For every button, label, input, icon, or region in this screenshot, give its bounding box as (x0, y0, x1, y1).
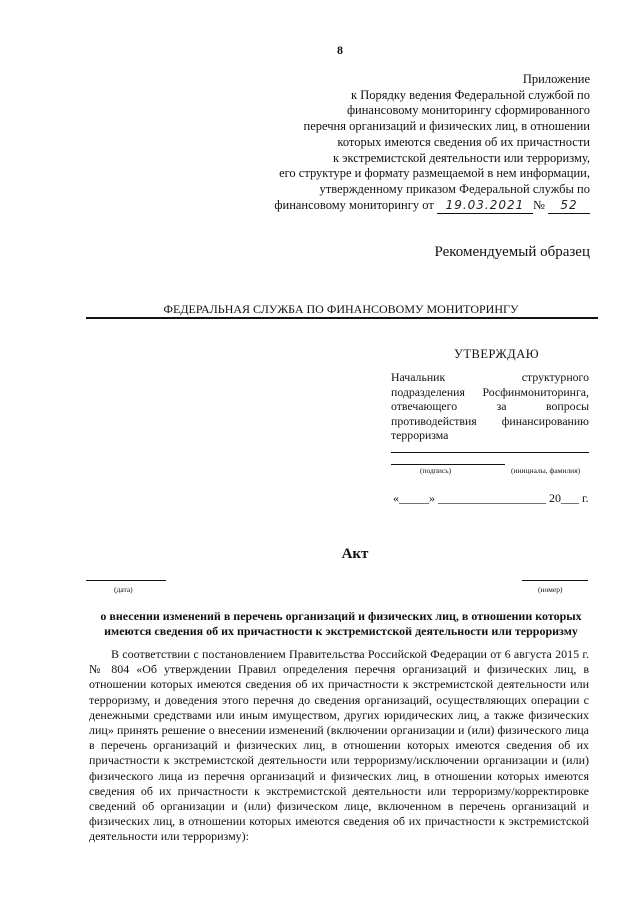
order-number-label: № (532, 197, 545, 212)
appendix-line: Приложение (522, 72, 590, 86)
approval-position-line: терроризма (391, 428, 449, 443)
order-prefix: финансовому мониторингу от (274, 197, 434, 212)
agency-name: ФЕДЕРАЛЬНАЯ СЛУЖБА ПО ФИНАНСОВОМУ МОНИТОРИНГУ (163, 302, 519, 316)
recommended-sample-label: Рекомендуемый образец (434, 244, 590, 260)
order-number-handwritten: 52 (560, 197, 578, 212)
act-subject: о внесении изменений в перечень организаций и физических лиц, в отношении которых имеются сведения об их причастности к экстремистской деятельности или терроризму (100, 609, 582, 638)
order-date-handwritten: 19.03.2021 (445, 197, 525, 212)
act-title: Акт (341, 546, 369, 562)
appendix-line: к Порядку ведения Федеральной службой по (351, 87, 590, 102)
act-number-line (522, 580, 588, 581)
agency-divider (86, 317, 598, 319)
initials-caption: (инициалы, фамилия) (511, 466, 581, 475)
act-number-caption: (номер) (538, 585, 563, 594)
approver-name-line (391, 452, 589, 453)
appendix-line: его структуре и формату размещаемой в нем информации, (279, 166, 590, 181)
order-reference (210, 198, 590, 215)
approval-position-line: подразделения Росфинмониторинга, (391, 384, 589, 399)
approval-date-line: «_____» __________________ 20___ г. (393, 491, 589, 505)
act-date-line (86, 580, 166, 581)
act-date-caption: (дата) (114, 585, 133, 594)
order-number-field (548, 198, 590, 215)
appendix-line: которых имеются сведения об их причастности (337, 134, 590, 149)
approval-position-line: отвечающего за вопросы (391, 399, 589, 414)
approval-position-line: Начальник структурного (391, 370, 589, 384)
signature-caption: (подпись) (420, 466, 452, 475)
approval-position (391, 370, 589, 443)
approval-position-line: противодействия финансированию (391, 413, 589, 428)
appendix-line: перечня организаций и физических лиц, в отношении (303, 119, 590, 134)
signature-line (391, 464, 505, 465)
order-date-field (437, 198, 533, 215)
appendix-line: к экстремистской деятельности или терроризму, (332, 150, 590, 165)
appendix-header (210, 72, 590, 214)
appendix-line: финансовому мониторингу сформированного (346, 103, 590, 118)
appendix-line: утвержденному приказом Федеральной службы по (319, 181, 590, 196)
act-body-paragraph: В соответствии с постановлением Правительства Российской Федерации от 6 августа 2015 г. № 804 «Об утверждении Правил определения перечня организаций и физических лиц, в отношении которых имеются сведения об их причастности к экстремистской деятельности или терроризму, и доведения этого перечня до сведения организаций, осуществляющих операции с денежными средствами или иным имуществом, других юридических лиц, а также физических лиц» принять решение о внесении изменений (включении организации и (или) физического лица в перечень организаций и физических лиц, в отношении которых имеются сведения об их причастности к экстремистской деятельности или терроризму/исключении организации и (или) физического лица из перечня организаций и физических лиц, в отношении которых имеются сведения об их причастности к экстремистской деятельности или терроризму/корректировке сведений об организации и (или) физическом лице, включенном в перечень организаций и физических лиц, в отношении которых имеются сведения об их причастности к экстремистской деятельности или терроризму): (89, 647, 589, 844)
page-number: 8 (337, 43, 343, 57)
approval-heading: УТВЕРЖДАЮ (454, 347, 540, 361)
